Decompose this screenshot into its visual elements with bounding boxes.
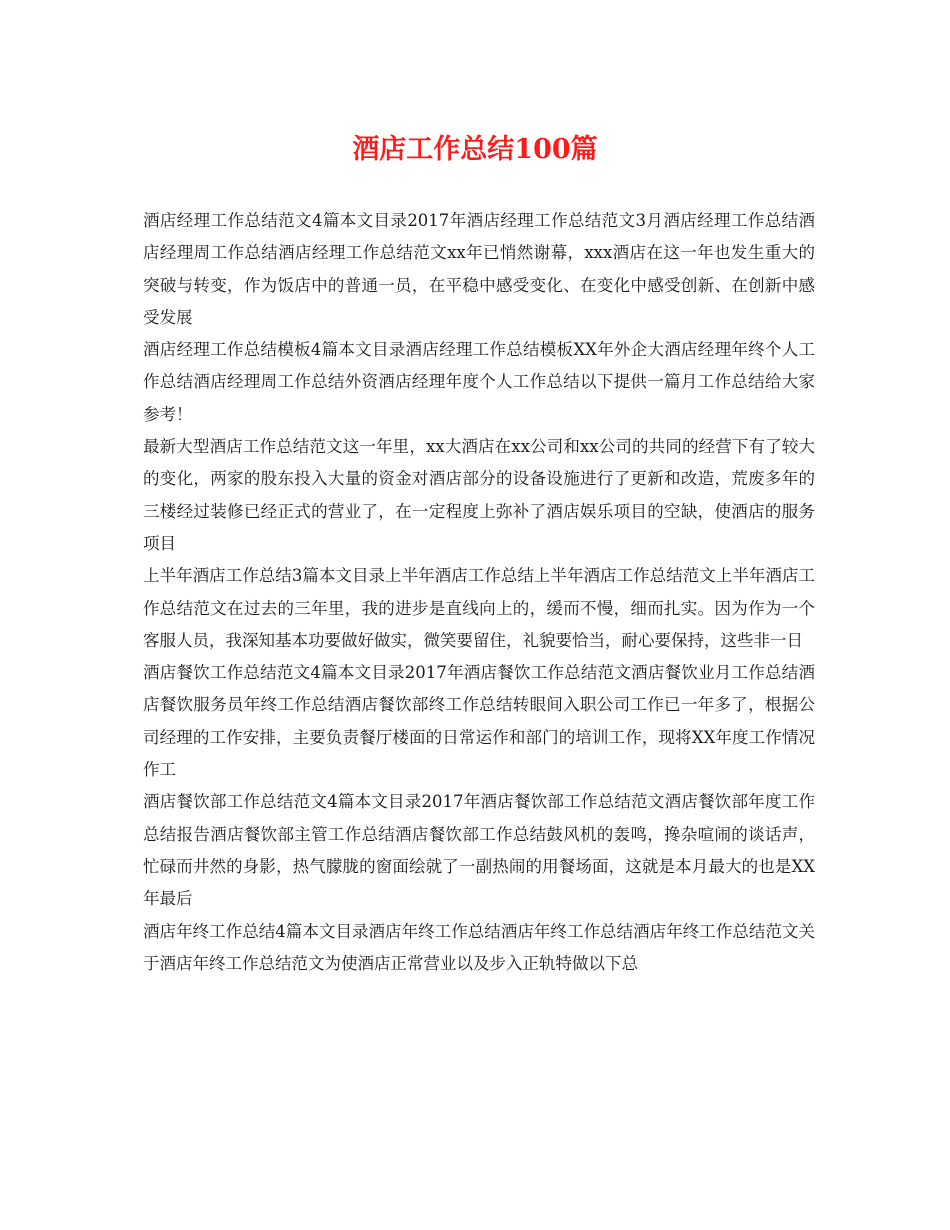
paragraph: 上半年酒店工作总结3篇本文目录上半年酒店工作总结上半年酒店工作总结范文上半年酒店工作总结范文在过去的三年里，我的进步是直线向上的，缓而不慢，细而扎实。因为作为一个客服人员，我深知基本功要做好做实，微笑要留住，礼貌要恰当，耐心要保持，这些非一日 [143, 566, 815, 650]
paragraph: 最新大型酒店工作总结范文这一年里，xx大酒店在xx公司和xx公司的共同的经营下有了较大的变化，两家的股东投入大量的资金对酒店部分的设备设施进行了更新和改造，荒废多年的三楼经过装修已经正式的营业了，在一定程度上弥补了酒店娱乐项目的空缺，使酒店的服务项目 [143, 437, 815, 553]
paragraph: 酒店年终工作总结4篇本文目录酒店年终工作总结酒店年终工作总结酒店年终工作总结范文关于酒店年终工作总结范文为使酒店正常营业以及步入正轨特做以下总 [143, 921, 815, 973]
paragraph: 酒店经理工作总结范文4篇本文目录2017年酒店经理工作总结范文3月酒店经理工作总结酒店经理周工作总结酒店经理工作总结范文xx年已悄然谢幕，xxx酒店在这一年也发生重大的突破与转变，作为饭店中的普通一员，在平稳中感受变化、在变化中感受创新、在创新中感受发展 [143, 211, 815, 327]
paragraph: 酒店餐饮工作总结范文4篇本文目录2017年酒店餐饮工作总结范文酒店餐饮业月工作总结酒店餐饮服务员年终工作总结酒店餐饮部终工作总结转眼间入职公司工作已一年多了，根据公司经理的工作安排，主要负责餐厅楼面的日常运作和部门的培训工作，现将XX年度工作情况作工 [143, 663, 815, 780]
paragraph: 酒店餐饮部工作总结范文4篇本文目录2017年酒店餐饮部工作总结范文酒店餐饮部年度工作总结报告酒店餐饮部主管工作总结酒店餐饮部工作总结鼓风机的轰鸣，搀杂喧闹的谈话声，忙碌而井然的身影，热气朦胧的窗面绘就了一副热闹的用餐场面，这就是本月最大的也是XX年最后 [143, 792, 815, 909]
paragraph: 酒店经理工作总结模板4篇本文目录酒店经理工作总结模板XX年外企大酒店经理年终个人工作总结酒店经理周工作总结外资酒店经理年度个人工作总结以下提供一篇月工作总结给大家参考！ [143, 340, 815, 424]
document-title: 酒店工作总结100篇 [352, 134, 598, 165]
document-body [143, 205, 815, 980]
